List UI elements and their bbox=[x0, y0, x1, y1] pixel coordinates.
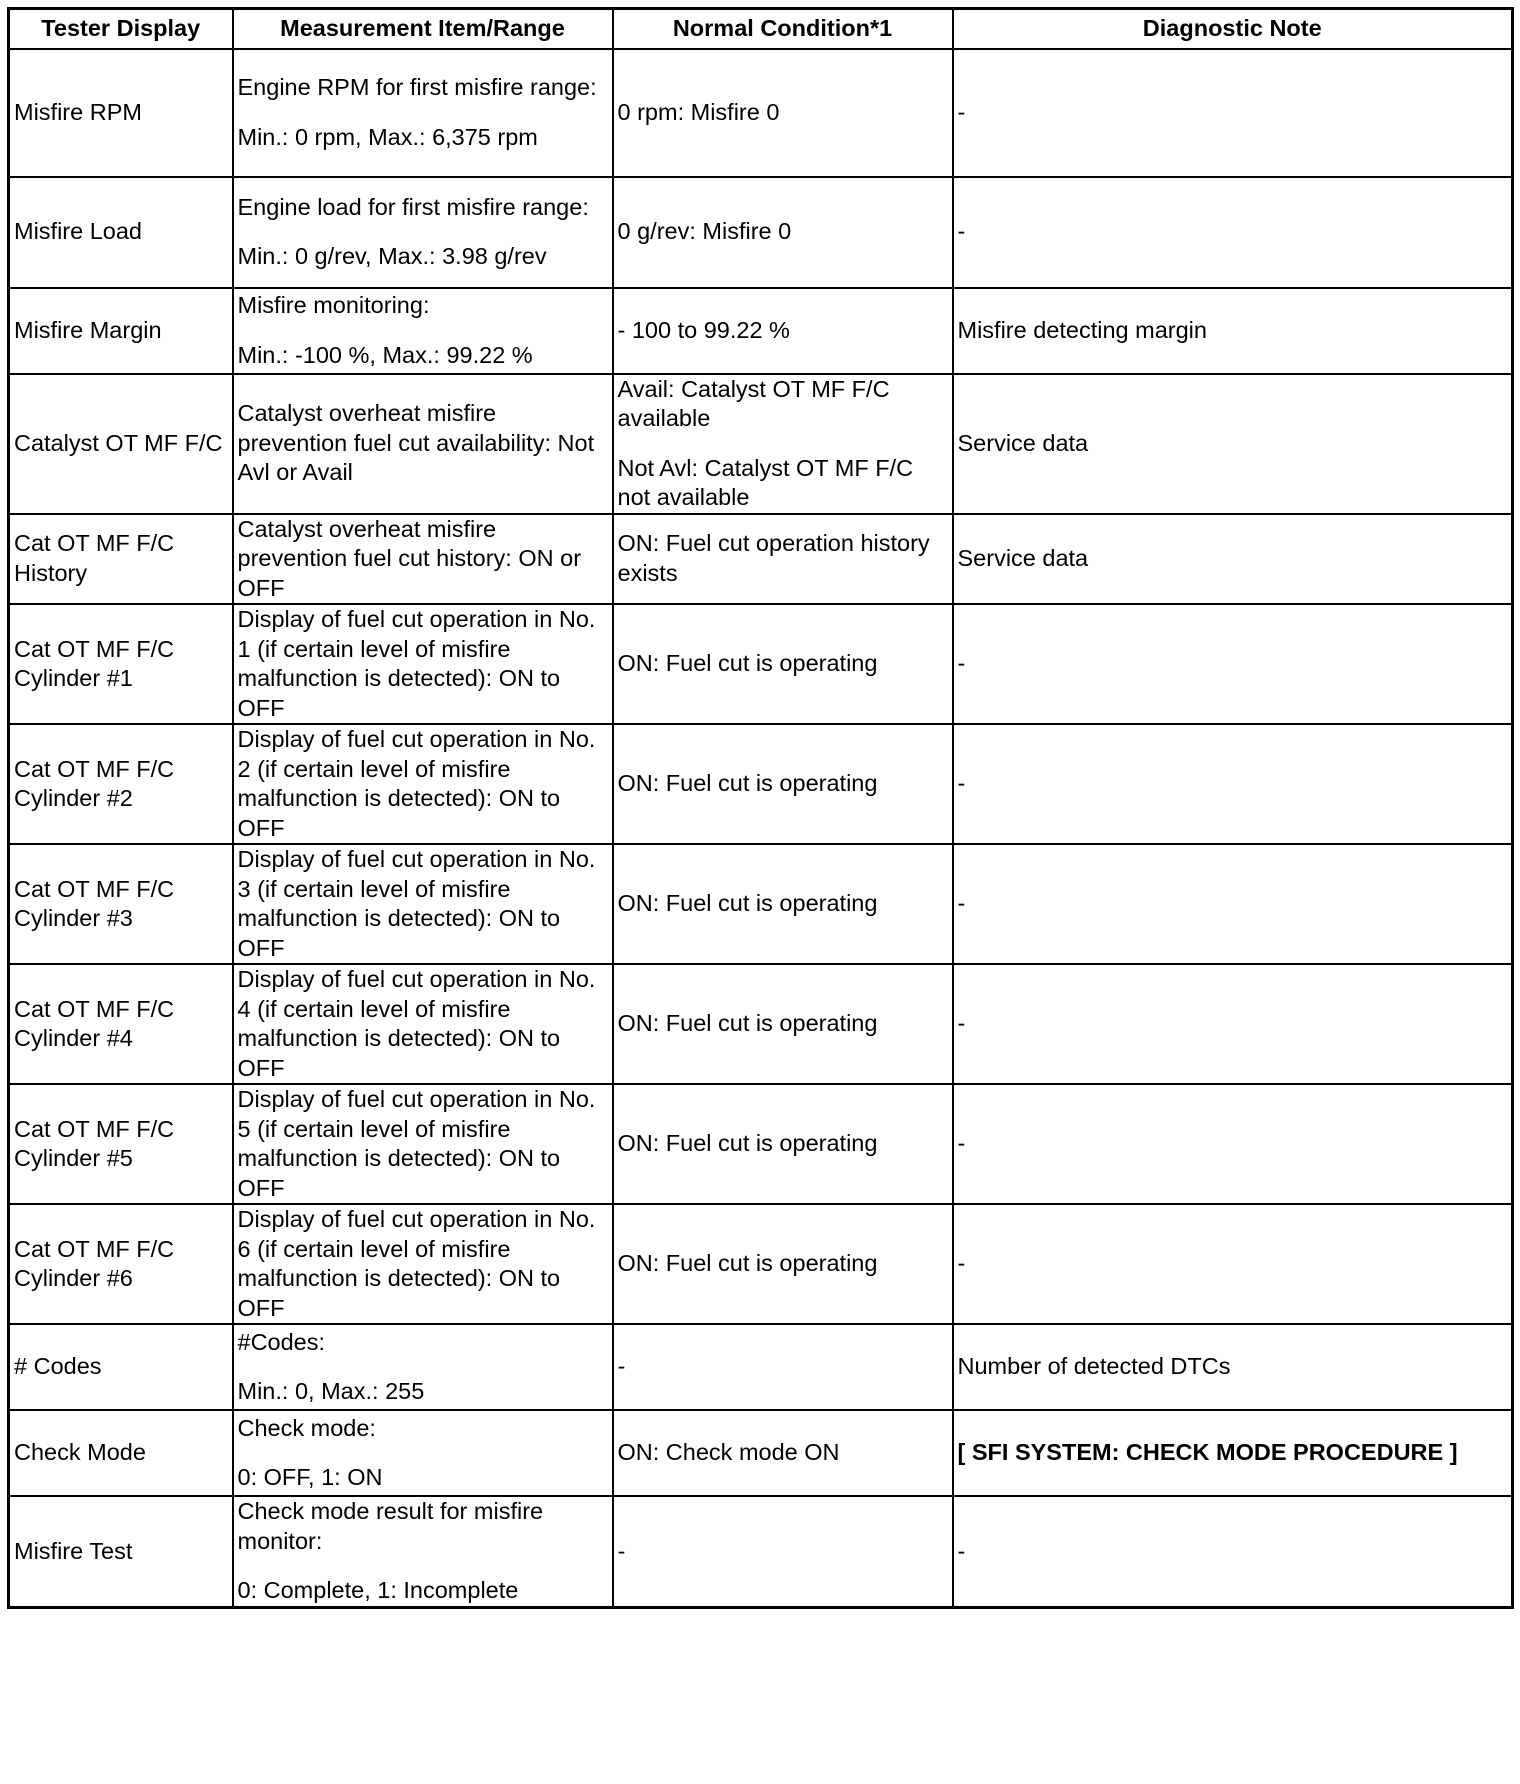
measurement-line: Misfire monitoring: bbox=[237, 292, 430, 318]
normal-condition-line: ON: Check mode ON bbox=[617, 1439, 840, 1466]
measurement-line: 0: Complete, 1: Incomplete bbox=[237, 1577, 519, 1603]
cell-measurement-item bbox=[233, 374, 613, 514]
cell-tester-display: Cat OT MF F/C Cylinder #5 bbox=[9, 1084, 233, 1204]
table-row bbox=[9, 1496, 1513, 1607]
cell-normal-condition bbox=[613, 374, 953, 514]
cell-diagnostic-note: - bbox=[953, 604, 1513, 724]
normal-condition-line: - bbox=[617, 1537, 626, 1564]
cell-normal-condition bbox=[613, 1324, 953, 1410]
cell-measurement-item bbox=[233, 844, 613, 964]
normal-condition-line: Avail: Catalyst OT MF F/C available bbox=[617, 375, 890, 431]
cell-tester-display: Cat OT MF F/C Cylinder #6 bbox=[9, 1204, 233, 1324]
normal-condition-line: 0 g/rev: Misfire 0 bbox=[617, 218, 792, 245]
measurement-line: Display of fuel cut operation in No. 1 (if certain level of misfire malfunction is detected): ON to OFF bbox=[237, 606, 596, 721]
cell-tester-display: Catalyst OT MF F/C bbox=[9, 374, 233, 514]
data-list-table bbox=[7, 7, 1514, 1609]
cell-diagnostic-note: - bbox=[953, 964, 1513, 1084]
cell-normal-condition bbox=[613, 177, 953, 288]
cell-tester-display: Misfire Margin bbox=[9, 288, 233, 374]
cell-diagnostic-note: - bbox=[953, 177, 1513, 288]
table-row bbox=[9, 724, 1513, 844]
measurement-line: Min.: -100 %, Max.: 99.22 % bbox=[237, 341, 533, 368]
cell-normal-condition bbox=[613, 724, 953, 844]
cell-tester-display: # Codes bbox=[9, 1324, 233, 1410]
cell-normal-condition bbox=[613, 1084, 953, 1204]
cell-measurement-item bbox=[233, 49, 613, 177]
measurement-line: Engine load for first misfire range: bbox=[237, 193, 589, 220]
cell-diagnostic-note: - bbox=[953, 724, 1513, 844]
cell-tester-display: Cat OT MF F/C Cylinder #1 bbox=[9, 604, 233, 724]
cell-normal-condition bbox=[613, 844, 953, 964]
table-row bbox=[9, 374, 1513, 514]
table-body bbox=[9, 49, 1513, 1608]
cell-tester-display: Misfire Load bbox=[9, 177, 233, 288]
cell-normal-condition bbox=[613, 1496, 953, 1607]
cell-diagnostic-note: - bbox=[953, 1496, 1513, 1607]
cell-normal-condition bbox=[613, 964, 953, 1084]
measurement-line: Catalyst overheat misfire prevention fuel cut availability: Not Avl or Avail bbox=[237, 400, 595, 486]
cell-diagnostic-note: Number of detected DTCs bbox=[953, 1324, 1513, 1410]
table-row bbox=[9, 604, 1513, 724]
cell-tester-display: Cat OT MF F/C History bbox=[9, 514, 233, 605]
cell-normal-condition bbox=[613, 1410, 953, 1496]
cell-measurement-item bbox=[233, 514, 613, 605]
cell-tester-display: Cat OT MF F/C Cylinder #3 bbox=[9, 844, 233, 964]
measurement-line: Display of fuel cut operation in No. 3 (if certain level of misfire malfunction is detected): ON to OFF bbox=[237, 846, 596, 961]
table-row bbox=[9, 964, 1513, 1084]
cell-normal-condition bbox=[613, 1204, 953, 1324]
cell-tester-display: Misfire Test bbox=[9, 1496, 233, 1607]
cell-diagnostic-note: Service data bbox=[953, 514, 1513, 605]
table-row bbox=[9, 1084, 1513, 1204]
normal-condition-line: ON: Fuel cut is operating bbox=[617, 770, 878, 797]
measurement-line: Display of fuel cut operation in No. 6 (if certain level of misfire malfunction is detected): ON to OFF bbox=[237, 1206, 596, 1321]
measurement-line: Display of fuel cut operation in No. 4 (if certain level of misfire malfunction is detected): ON to OFF bbox=[237, 966, 596, 1081]
cell-measurement-item bbox=[233, 1496, 613, 1607]
cell-measurement-item bbox=[233, 724, 613, 844]
cell-diagnostic-note bbox=[953, 1410, 1513, 1496]
normal-condition-line: ON: Fuel cut is operating bbox=[617, 890, 878, 917]
cell-tester-display: Cat OT MF F/C Cylinder #2 bbox=[9, 724, 233, 844]
normal-condition-line: ON: Fuel cut is operating bbox=[617, 1130, 878, 1157]
table-row bbox=[9, 288, 1513, 374]
cell-measurement-item bbox=[233, 177, 613, 288]
check-mode-procedure-link[interactable]: [ SFI SYSTEM: CHECK MODE PROCEDURE ] bbox=[957, 1439, 1458, 1466]
normal-condition-line: ON: Fuel cut is operating bbox=[617, 1010, 878, 1037]
cell-measurement-item bbox=[233, 288, 613, 374]
cell-diagnostic-note: - bbox=[953, 844, 1513, 964]
normal-condition-line: - bbox=[617, 1353, 626, 1380]
cell-diagnostic-note: - bbox=[953, 1204, 1513, 1324]
table-row bbox=[9, 1410, 1513, 1496]
normal-condition-line: - 100 to 99.22 % bbox=[617, 316, 790, 343]
cell-measurement-item bbox=[233, 1410, 613, 1496]
cell-normal-condition bbox=[613, 49, 953, 177]
cell-normal-condition bbox=[613, 604, 953, 724]
cell-measurement-item bbox=[233, 964, 613, 1084]
header-row bbox=[9, 9, 1513, 49]
normal-condition-line: ON: Fuel cut is operating bbox=[617, 650, 878, 677]
table-header bbox=[9, 9, 1513, 49]
cell-diagnostic-note: Service data bbox=[953, 374, 1513, 514]
cell-measurement-item bbox=[233, 1324, 613, 1410]
cell-diagnostic-note: - bbox=[953, 1084, 1513, 1204]
table-row bbox=[9, 1204, 1513, 1324]
normal-condition-line: ON: Fuel cut is operating bbox=[617, 1250, 878, 1277]
table-row bbox=[9, 514, 1513, 605]
cell-normal-condition bbox=[613, 514, 953, 605]
header-measurement-item: Measurement Item/Range bbox=[233, 9, 613, 49]
header-diagnostic-note: Diagnostic Note bbox=[953, 9, 1513, 49]
measurement-line: Display of fuel cut operation in No. 2 (if certain level of misfire malfunction is detected): ON to OFF bbox=[237, 726, 596, 841]
table-row bbox=[9, 177, 1513, 288]
measurement-line: Check mode: bbox=[237, 1414, 376, 1441]
measurement-line: Catalyst overheat misfire prevention fuel cut history: ON or OFF bbox=[237, 515, 582, 601]
data-list-document bbox=[7, 7, 1514, 1609]
cell-tester-display: Cat OT MF F/C Cylinder #4 bbox=[9, 964, 233, 1084]
cell-tester-display: Check Mode bbox=[9, 1410, 233, 1496]
measurement-line: Check mode result for misfire monitor: bbox=[237, 1498, 544, 1554]
cell-measurement-item bbox=[233, 604, 613, 724]
cell-diagnostic-note: - bbox=[953, 49, 1513, 177]
measurement-line: 0: OFF, 1: ON bbox=[237, 1464, 383, 1490]
measurement-line: Min.: 0 g/rev, Max.: 3.98 g/rev bbox=[237, 243, 547, 269]
cell-measurement-item bbox=[233, 1084, 613, 1204]
cell-diagnostic-note: Misfire detecting margin bbox=[953, 288, 1513, 374]
measurement-line: Min.: 0, Max.: 255 bbox=[237, 1378, 425, 1404]
cell-tester-display: Misfire RPM bbox=[9, 49, 233, 177]
measurement-line: Display of fuel cut operation in No. 5 (if certain level of misfire malfunction is detected): ON to OFF bbox=[237, 1086, 596, 1201]
normal-condition-line: Not Avl: Catalyst OT MF F/C not available bbox=[617, 454, 914, 510]
table-row bbox=[9, 1324, 1513, 1410]
table-row bbox=[9, 844, 1513, 964]
measurement-line: Engine RPM for first misfire range: bbox=[237, 74, 597, 100]
table-row bbox=[9, 49, 1513, 177]
header-tester-display: Tester Display bbox=[9, 9, 233, 49]
measurement-line: #Codes: bbox=[237, 1328, 326, 1355]
header-normal-condition: Normal Condition*1 bbox=[613, 9, 953, 49]
cell-measurement-item bbox=[233, 1204, 613, 1324]
normal-condition-line: 0 rpm: Misfire 0 bbox=[617, 98, 780, 125]
normal-condition-line: ON: Fuel cut operation history exists bbox=[617, 530, 930, 586]
cell-normal-condition bbox=[613, 288, 953, 374]
measurement-line: Min.: 0 rpm, Max.: 6,375 rpm bbox=[237, 123, 538, 150]
